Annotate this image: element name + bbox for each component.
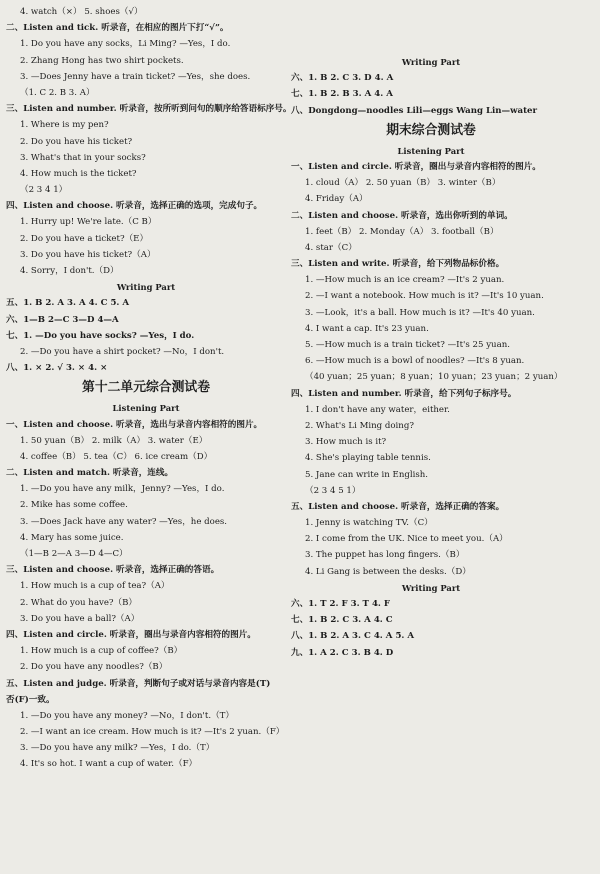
left-line-43: 1. —Do you have any money? —No，I don't.（T） bbox=[20, 710, 235, 721]
left-line-2: 1. Do you have any socks，Li Ming? —Yes，I do. bbox=[20, 39, 231, 50]
right-line-33: 六、1. T 2. F 3. T 4. F bbox=[291, 599, 391, 609]
left-line-27: 4. coffee（B） 5. tea（C） 6. ice cream（D） bbox=[20, 451, 213, 462]
left-line-21: 2. —Do you have a shirt pocket? —No，I don't. bbox=[20, 346, 225, 357]
left-line-39: 1. How much is a cup of coffee?（B） bbox=[20, 646, 183, 657]
right-line-27: 五、Listen and choose. 听录音，选择正确的答案。 bbox=[291, 501, 505, 512]
left-line-20: 七、1. —Do you have socks? —Yes，I do. bbox=[6, 330, 195, 341]
right-line-30: 3. The puppet has long fingers.（B） bbox=[305, 550, 465, 561]
left-line-45: 3. —Do you have any milk? —Yes，I do.（T） bbox=[20, 743, 215, 754]
left-line-15: 3. Do you have his ticket?（A） bbox=[20, 249, 156, 260]
left-line-40: 2. Do you have any noodles?（B） bbox=[20, 662, 168, 673]
left-line-14: 2. Do you have a ticket?（E） bbox=[20, 233, 149, 244]
right-line-16: 4. I want a cap. It's 23 yuan. bbox=[305, 323, 429, 334]
left-line-4: 3. —Does Jenny have a train ticket? —Yes，she does. bbox=[20, 71, 251, 82]
left-line-8: 2. Do you have his ticket? bbox=[20, 136, 133, 147]
left-line-42: 否(F)一致。 bbox=[6, 694, 55, 705]
right-line-31: 4. Li Gang is between the desks.（D） bbox=[305, 566, 471, 577]
left-line-30: 2. Mike has some coffee. bbox=[20, 500, 128, 511]
left-line-31: 3. —Does Jack have any water? —Yes，he does. bbox=[20, 516, 228, 527]
right-line-18: 6. —How much is a bowl of noodles? —It's 8 yuan. bbox=[305, 356, 525, 367]
right-line-13: 1. —How much is an ice cream? —It's 2 yuan. bbox=[305, 275, 505, 286]
left-line-1: 二、Listen and tick. 听录音，在相应的图片下打“√”。 bbox=[6, 23, 229, 34]
left-line-5: （1. C 2. B 3. A） bbox=[20, 87, 95, 98]
right-line-0: Writing Part bbox=[401, 57, 461, 67]
left-line-41: 五、Listen and judge. 听录音，判断句子或对话与录音内容是(T) bbox=[6, 678, 271, 689]
right-line-21: 1. I don't have any water，either. bbox=[305, 404, 450, 415]
right-line-26: （2 3 4 5 1） bbox=[305, 485, 361, 496]
right-line-11: 4. star（C） bbox=[305, 242, 357, 253]
right-line-29: 2. I come from the UK. Nice to meet you.（A） bbox=[305, 534, 508, 545]
left-line-9: 3. What's that in your socks? bbox=[20, 152, 146, 163]
right-line-23: 3. How much is it? bbox=[305, 437, 387, 448]
right-line-9: 二、Listen and choose. 听录音，选出你听到的单词。 bbox=[291, 210, 513, 221]
right-line-10: 1. feet（B） 2. Monday（A） 3. football（B） bbox=[305, 226, 499, 237]
right-line-24: 4. She's playing table tennis. bbox=[305, 453, 431, 464]
left-line-24: Listening Part bbox=[112, 403, 180, 414]
right-line-12: 三、Listen and write. 听录音，给下列物品标价格。 bbox=[291, 259, 505, 270]
right-line-1: 六、1. B 2. C 3. D 4. A bbox=[291, 73, 394, 84]
left-line-16: 4. Sorry，I don't.（D） bbox=[20, 266, 119, 276]
right-column bbox=[285, 54, 577, 661]
right-line-5: Listening Part bbox=[397, 145, 465, 156]
right-line-22: 2. What's Li Ming doing? bbox=[305, 420, 414, 431]
left-line-28: 二、Listen and match. 听录音，连线。 bbox=[6, 468, 174, 479]
left-line-25: 一、Listen and choose. 听录音，选出与录音内容相符的图片。 bbox=[6, 419, 263, 430]
right-line-3: 八、Dongdong—noodles Lili—eggs Wang Lin—water bbox=[291, 105, 538, 116]
right-line-6: 一、Listen and circle. 听录音，圈出与录音内容相符的图片。 bbox=[291, 161, 541, 172]
right-line-20: 四、Listen and number. 听录音，给下列句子标序号。 bbox=[291, 388, 517, 399]
left-line-12: 四、Listen and choose. 听录音，选择正确的选项，完成句子。 bbox=[6, 201, 263, 212]
left-line-22: 八、1. × 2. √ 3. × 4. × bbox=[6, 363, 108, 374]
left-line-33: （1—B 2—A 3—D 4—C） bbox=[20, 549, 128, 559]
right-line-17: 5. —How much is a train ticket? —It's 25 yuan. bbox=[305, 340, 510, 350]
left-line-23: 第十二单元综合测试卷 bbox=[82, 380, 210, 396]
right-line-34: 七、1. B 2. C 3. A 4. C bbox=[291, 615, 393, 626]
left-line-38: 四、Listen and circle. 听录音，圈出与录音内容相符的图片。 bbox=[6, 629, 256, 640]
left-line-44: 2. —I want an ice cream. How much is it? —It's 2 yuan.（F） bbox=[20, 727, 285, 738]
right-line-35: 八、1. B 2. A 3. C 4. A 5. A bbox=[291, 631, 415, 642]
right-line-19: （40 yuan；25 yuan；8 yuan；10 yuan；23 yuan；2 yuan） bbox=[305, 372, 563, 383]
left-line-35: 1. How much is a cup of tea?（A） bbox=[20, 581, 170, 592]
left-line-46: 4. It's so hot. I want a cup of water.（F） bbox=[20, 759, 198, 770]
left-line-18: 五、1. B 2. A 3. A 4. C 5. A bbox=[6, 298, 130, 309]
left-line-26: 1. 50 yuan（B） 2. milk（A） 3. water（E） bbox=[20, 435, 208, 446]
right-line-2: 七、1. B 2. B 3. A 4. A bbox=[291, 89, 393, 100]
left-line-34: 三、Listen and choose. 听录音，选择正确的答语。 bbox=[6, 565, 220, 576]
left-column bbox=[0, 4, 292, 773]
right-line-14: 2. —I want a notebook. How much is it? —It's 10 yuan. bbox=[305, 291, 544, 302]
left-line-11: （2 3 4 1） bbox=[20, 185, 68, 196]
left-line-17: Writing Part bbox=[116, 282, 176, 293]
left-line-3: 2. Zhang Hong has two shirt pockets. bbox=[20, 55, 184, 66]
left-line-37: 3. Do you have a ball?（A） bbox=[20, 613, 140, 624]
right-line-32: Writing Part bbox=[401, 582, 461, 593]
right-line-36: 九、1. A 2. C 3. B 4. D bbox=[291, 647, 394, 658]
left-line-13: 1. Hurry up! We're late.（C B） bbox=[20, 217, 157, 228]
right-line-4: 期末综合测试卷 bbox=[386, 122, 476, 138]
left-line-0: 4. watch（×） 5. shoes（√） bbox=[20, 7, 143, 17]
right-line-7: 1. cloud（A） 2. 50 yuan（B） 3. winter（B） bbox=[305, 178, 501, 189]
left-line-19: 六、1—B 2—C 3—D 4—A bbox=[6, 314, 119, 325]
right-line-15: 3. —Look，it's a ball. How much is it? —It's 40 yuan. bbox=[305, 307, 535, 318]
left-line-36: 2. What do you have?（B） bbox=[20, 597, 138, 608]
left-line-32: 4. Mary has some juice. bbox=[20, 532, 124, 543]
right-line-28: 1. Jenny is watching TV.（C） bbox=[305, 518, 433, 529]
left-line-29: 1. —Do you have any milk，Jenny? —Yes，I do. bbox=[20, 484, 225, 495]
left-line-7: 1. Where is my pen? bbox=[20, 120, 109, 131]
right-line-25: 5. Jane can write in English. bbox=[305, 469, 429, 480]
left-line-6: 三、Listen and number. 听录音，按所听到问句的顺序给答语标序号。 bbox=[6, 104, 292, 115]
right-line-8: 4. Friday（A） bbox=[305, 194, 368, 205]
left-line-10: 4. How much is the ticket? bbox=[20, 168, 137, 179]
